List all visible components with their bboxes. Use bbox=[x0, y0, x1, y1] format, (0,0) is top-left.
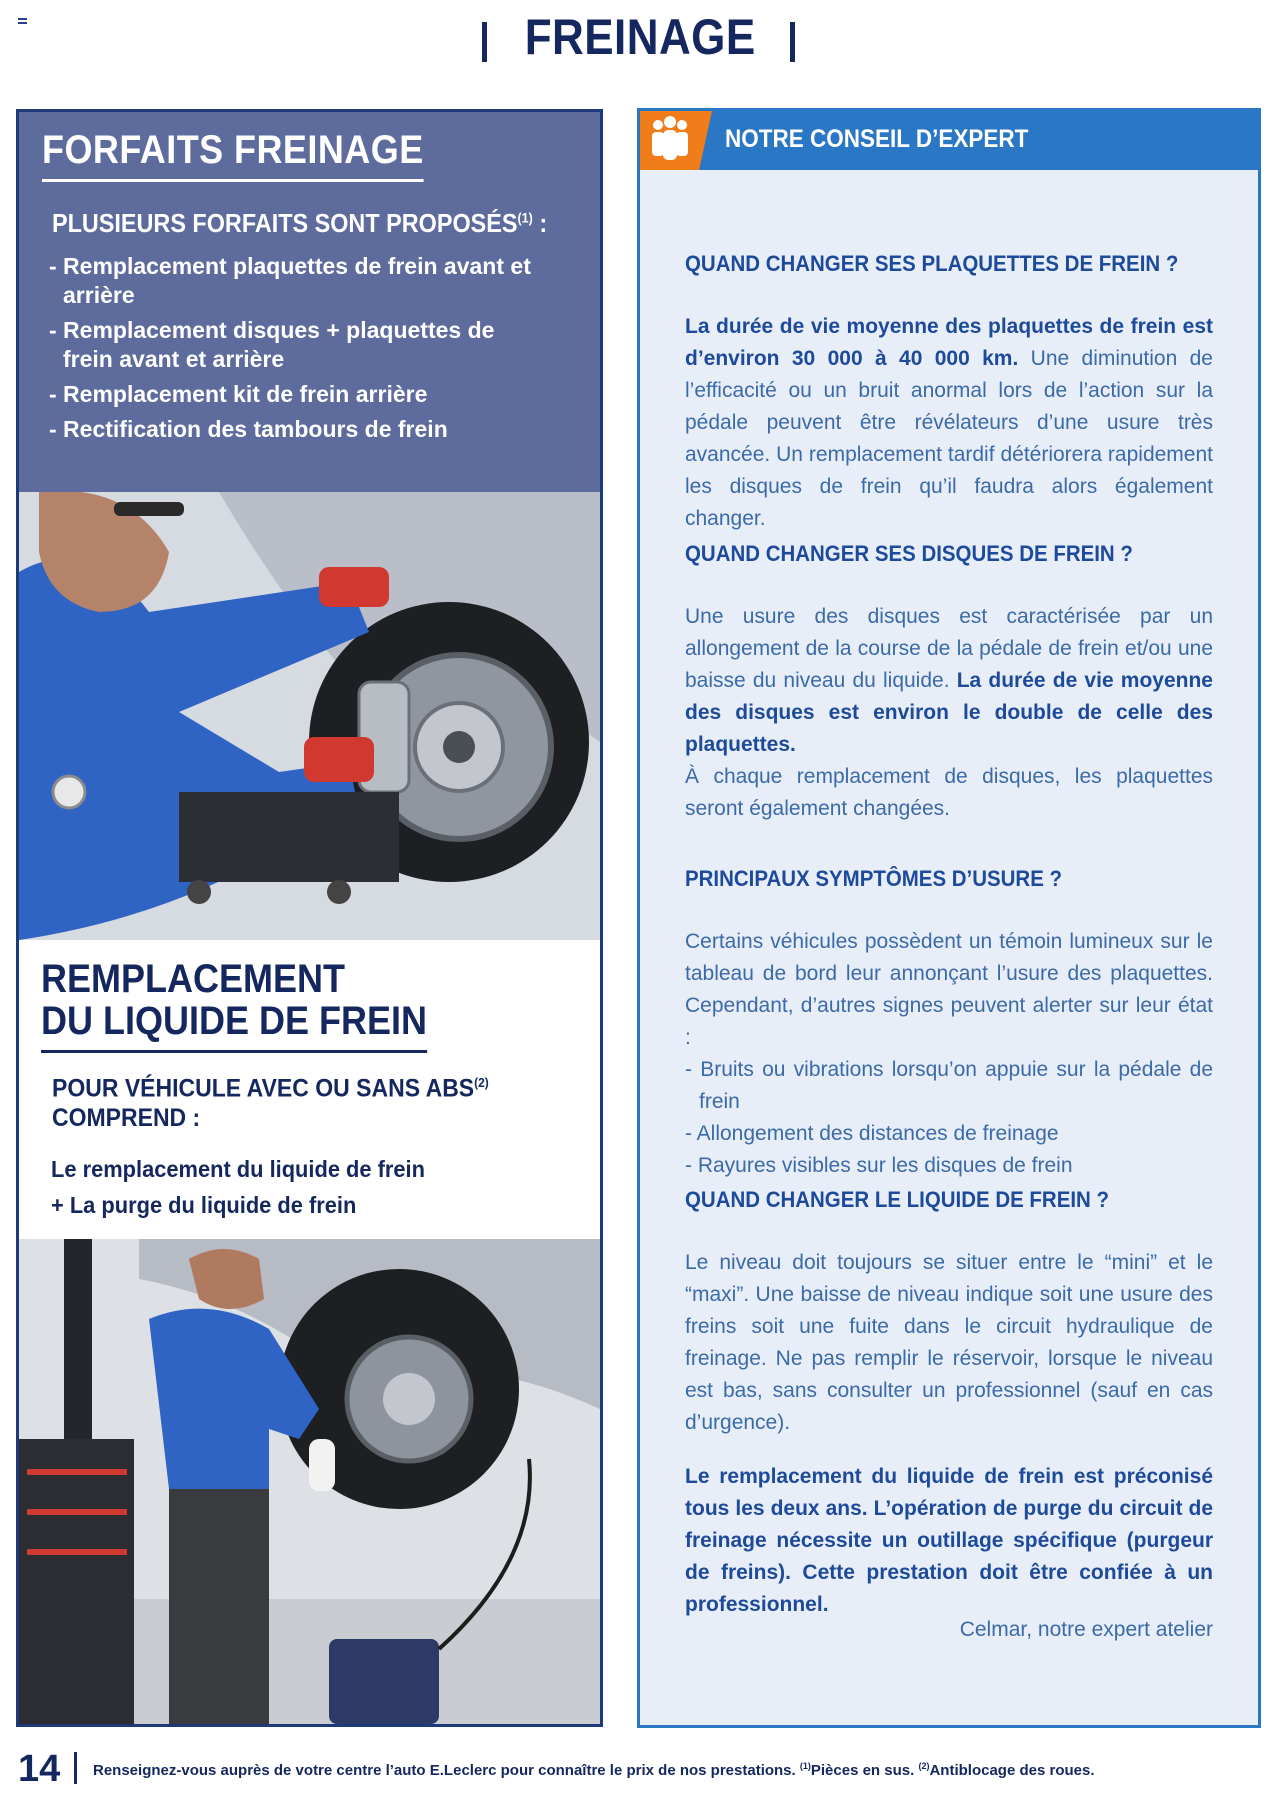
people-group-glyph bbox=[640, 111, 700, 170]
answer-disques-text: Une usure des disques est caractérisée par un allongement de la course de la pédale de frein et/ou une baisse du niveau du liquide. bbox=[685, 605, 1213, 692]
expert-signature: Celmar, notre expert atelier bbox=[959, 1618, 1213, 1641]
answer-plaquettes-highlight: La durée de vie moyenne des plaquettes de frein est d’environ 30 000 à 40 000 km. bbox=[685, 315, 1213, 370]
list-item: - Remplacement kit de frein arrière bbox=[49, 381, 428, 407]
footnote-mark: (2) bbox=[918, 1761, 930, 1771]
footer-note bbox=[93, 1761, 1095, 1779]
question-liquide: QUAND CHANGER LE LIQUIDE DE FREIN ? bbox=[685, 1187, 1109, 1212]
liquide-section bbox=[19, 940, 600, 1239]
list-item: - Remplacement plaquettes de frein avant et arrière bbox=[49, 253, 531, 308]
liquide-title bbox=[41, 958, 427, 1053]
liquide-subtitle-line2: COMPREND : bbox=[52, 1104, 201, 1133]
mechanic-brake-disc-photo bbox=[19, 492, 600, 940]
liquide-title-line1: REMPLACEMENT bbox=[41, 957, 346, 1001]
question-disques: QUAND CHANGER SES DISQUES DE FREIN ? bbox=[685, 541, 1133, 566]
answer-disques bbox=[685, 601, 1213, 825]
expert-advice-panel bbox=[637, 108, 1261, 1728]
expert-advice-title: NOTRE CONSEIL D’EXPERT bbox=[725, 125, 1029, 153]
footer-divider bbox=[74, 1752, 77, 1784]
footnote-mark: (1) bbox=[799, 1761, 811, 1771]
answer-symptomes bbox=[685, 926, 1213, 1182]
page-title: FREINAGE bbox=[524, 9, 756, 65]
page-number: 14 bbox=[18, 1748, 61, 1790]
footer-note2: Antiblocage des roues. bbox=[929, 1762, 1095, 1779]
answer-plaquettes bbox=[685, 311, 1213, 535]
forfaits-subtitle-colon: : bbox=[532, 208, 548, 238]
liquide-title-line2: DU LIQUIDE DE FREIN bbox=[41, 999, 428, 1043]
people-group-icon bbox=[640, 111, 712, 170]
question-plaquettes: QUAND CHANGER SES PLAQUETTES DE FREIN ? bbox=[685, 251, 1179, 276]
list-item: - Bruits ou vibrations lorsqu’on appuie sur la pédale de frein bbox=[685, 1058, 1213, 1113]
symptomes-list bbox=[685, 1054, 1213, 1182]
page-footer bbox=[18, 1748, 1268, 1788]
liquide-line1: Le remplacement du liquide de frein bbox=[51, 1156, 425, 1182]
liquide-line2: + La purge du liquide de frein bbox=[51, 1192, 357, 1218]
footer-note1: Pièces en sus. bbox=[810, 1762, 919, 1779]
title-divider-left bbox=[482, 22, 487, 62]
footnote-mark: (2) bbox=[474, 1075, 489, 1090]
answer-disques-highlight: La durée de vie moyenne des disques est environ le double de celle des plaquettes. bbox=[685, 669, 1213, 756]
brake-bleeding-illustration bbox=[19, 1239, 600, 1724]
list-item: - Allongement des distances de freinage bbox=[685, 1122, 1059, 1145]
page-header bbox=[0, 8, 1280, 66]
forfaits-subtitle-text: PLUSIEURS FORFAITS SONT PROPOSÉS bbox=[52, 208, 518, 238]
footnote-mark: (1) bbox=[517, 209, 533, 226]
title-divider-right bbox=[790, 22, 795, 62]
answer-plaquettes-text: Une diminution de l’efficacité ou un bruit anormal lors de l’action sur la pédale peuvent être révélateurs d’une usure très avancée. Un remplacement tardif détériorera rapidement les disques de frein qu’il faudra alors également changer. bbox=[685, 347, 1213, 530]
list-item: - Remplacement disques + plaquettes de frein avant et arrière bbox=[49, 317, 495, 372]
left-column bbox=[16, 109, 603, 1727]
liquide-subtitle-line1: POUR VÉHICULE AVEC OU SANS ABS bbox=[52, 1074, 475, 1103]
list-item: - Rayures visibles sur les disques de frein bbox=[685, 1154, 1073, 1177]
question-symptomes: PRINCIPAUX SYMPTÔMES D’USURE ? bbox=[685, 866, 1063, 891]
mechanic-bleeding-photo bbox=[19, 1239, 600, 1724]
forfaits-subtitle bbox=[52, 208, 547, 239]
forfaits-list bbox=[49, 252, 549, 450]
footer-note-main: Renseignez-vous auprès de votre centre l’auto E.Leclerc pour connaître le prix de nos prestations. bbox=[93, 1762, 800, 1779]
answer-liquide-recommendation: Le remplacement du liquide de frein est préconisé tous les deux ans. L’opération de purge du circuit de freinage nécessite un outillage spécifique (purgeur de freins). Cette prestation doit être confiée à un professionnel. bbox=[685, 1465, 1213, 1616]
liquide-subtitle bbox=[52, 1068, 489, 1133]
answer-liquide: Le niveau doit toujours se situer entre le “mini” et le “maxi”. Une baisse de niveau indique soit une usure des freins soit une fuite dans le circuit hydraulique de freinage. Ne pas remplir le réservoir, lorsque le niveau est bas, sans consulter un professionnel (sauf en cas d’urgence). bbox=[685, 1251, 1213, 1434]
expert-advice-header bbox=[640, 111, 1258, 170]
list-item: - Rectification des tambours de frein bbox=[49, 416, 448, 442]
answer-disques-note: À chaque remplacement de disques, les plaquettes seront également changées. bbox=[685, 765, 1213, 820]
brake-disc-illustration bbox=[19, 492, 600, 940]
forfaits-panel bbox=[19, 112, 600, 492]
answer-symptomes-text: Certains véhicules possèdent un témoin lumineux sur le tableau de bord leur annonçant l’usure des plaquettes. Cependant, d’autres signes peuvent alerter sur leur état : bbox=[685, 930, 1213, 1049]
forfaits-title: FORFAITS FREINAGE bbox=[42, 128, 424, 182]
